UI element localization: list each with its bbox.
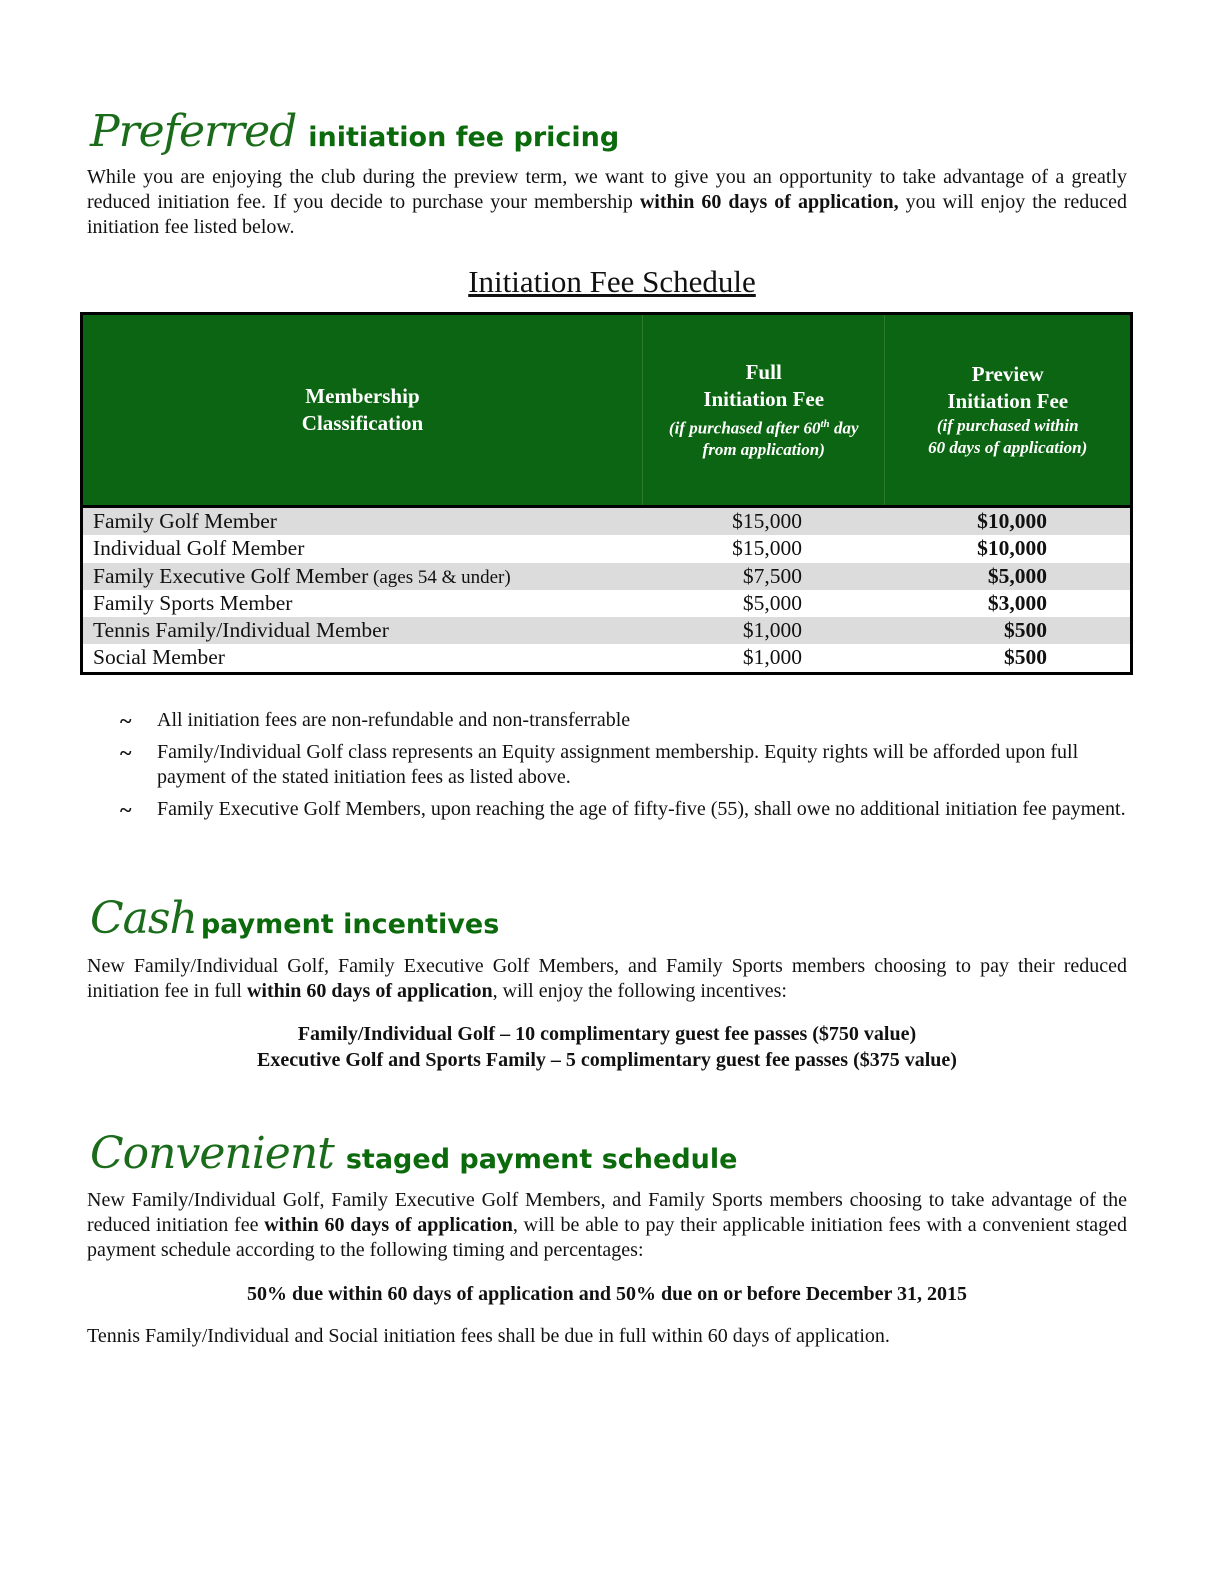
membership-name-text: Individual Golf Member: [93, 536, 305, 561]
full-fee: $15,000: [732, 509, 802, 533]
preview-fee: $10,000: [977, 509, 1047, 533]
full-fee: $1,000: [742, 618, 802, 643]
preferred-heading-text: initiation fee pricing: [308, 122, 620, 153]
header-col2-note1: [669, 413, 859, 440]
convenient-heading-text: staged payment schedule: [345, 1144, 738, 1175]
full-fee: $1,000: [742, 645, 802, 670]
staged-payment-line: 50% due within 60 days of application and 50% due on or before December 31, 2015: [246, 1283, 968, 1305]
header-col2-line1: Full: [745, 359, 782, 384]
cash-script-word: Cash: [90, 893, 197, 944]
membership-name-suffix: (ages 54 & under): [368, 566, 511, 588]
cash-para-text-b: , will enjoy the following incentives:: [492, 980, 787, 1002]
table-row: [83, 617, 1130, 644]
convenient-heading: [90, 1128, 737, 1179]
membership-name: [83, 590, 643, 617]
convenient-para-text-b: , will be able to pay their applicable initiation fees with a convenient staged payment schedule according to the following timing and percentages:: [87, 1214, 1128, 1261]
preferred-heading: [90, 106, 619, 157]
note-text: All initiation fees are non-refundable and non-transferrable: [157, 709, 631, 731]
table-row: [83, 535, 1130, 562]
table-row: [83, 590, 1130, 617]
preview-fee: $10,000: [977, 536, 1047, 561]
membership-name: [83, 535, 643, 562]
header-col3-note1: (if purchased within: [936, 416, 1079, 435]
header-col2-note2: from application): [702, 440, 825, 460]
cash-incentive-1: Family/Individual Golf – 10 complimentary guest fee passes ($750 value): [297, 1023, 917, 1045]
cash-para-text-a: New Family/Individual Golf, Family Executive Golf Members, and Family Sports members choosing to pay their reduced initiation fee in full: [87, 955, 1127, 1002]
header-col2-note1-sup: th: [820, 417, 830, 430]
initiation-fee-table: [80, 312, 1133, 675]
cash-paragraph: [87, 954, 1127, 1004]
preferred-para-text-b: you will enjoy the reduced initiation fee listed below.: [87, 191, 1127, 238]
preferred-para-text-a: While you are enjoying the club during the preview term, we want to give you an opportunity to take advantage of a greatly reduced initiation fee. If you decide to purchase your membership: [87, 166, 1127, 213]
header-col1-line1: Membership: [305, 384, 420, 408]
header-col3-note2: 60 days of application): [928, 438, 1088, 457]
header-col3-line2: Initiation Fee: [947, 389, 1069, 413]
tilde-bullet-icon: ~: [120, 740, 132, 765]
cash-heading-text: payment incentives: [200, 909, 500, 940]
membership-name: [83, 617, 643, 644]
header-preview-initiation-fee: [884, 315, 1130, 505]
preferred-para-bold: within 60 days of application,: [639, 191, 899, 213]
list-item: [120, 797, 1130, 822]
header-membership-classification: [83, 315, 642, 505]
header-col1-line2: Classification: [301, 411, 424, 435]
cash-para-bold: within 60 days of application: [246, 980, 493, 1002]
membership-name-text: Family Executive Golf Member: [93, 563, 369, 588]
preferred-paragraph: [87, 165, 1127, 240]
header-col3-line1: Preview: [971, 362, 1044, 386]
table-row: [83, 563, 1130, 590]
convenient-script-word: Convenient: [90, 1128, 334, 1179]
cash-incentive-2: Executive Golf and Sports Family – 5 complimentary guest fee passes ($375 value): [257, 1049, 957, 1071]
membership-name-text: Social Member: [93, 645, 225, 670]
preview-fee: $500: [1004, 645, 1047, 670]
full-fee: $5,000: [742, 590, 802, 615]
convenient-paragraph: [87, 1188, 1127, 1263]
preview-fee: $3,000: [987, 590, 1047, 615]
cash-heading: [90, 893, 499, 944]
tilde-bullet-icon: ~: [120, 708, 132, 733]
note-text: Family Executive Golf Members, upon reaching the age of fifty-five (55), shall owe no additional initiation fee payment.: [157, 798, 1126, 820]
tilde-bullet-icon: ~: [120, 797, 132, 822]
note-text: Family/Individual Golf class represents an Equity assignment membership. Equity rights will be afforded upon full payment of the stated initiation fees as listed above.: [157, 741, 1079, 788]
preview-fee: $500: [1004, 618, 1047, 643]
membership-name-text: Tennis Family/Individual Member: [93, 618, 389, 643]
table-row: [83, 508, 1130, 535]
membership-name: [83, 563, 643, 590]
membership-name: [83, 644, 643, 671]
preview-fee: $5,000: [987, 563, 1047, 588]
membership-name-text: Family Golf Member: [93, 509, 277, 533]
list-item: [120, 708, 1130, 733]
fee-notes-list: [120, 708, 1130, 829]
table-row: [83, 644, 1130, 671]
header-full-initiation-fee: [642, 315, 885, 505]
membership-name-text: Family Sports Member: [93, 590, 293, 615]
preferred-script-word: Preferred: [90, 106, 297, 157]
full-fee: $15,000: [732, 536, 802, 561]
full-fee: $7,500: [742, 563, 802, 588]
header-col2-line2: Initiation Fee: [703, 386, 825, 411]
convenient-para-bold: within 60 days of application: [264, 1214, 513, 1236]
list-item: [120, 740, 1130, 790]
header-col2-note1-pre: (if purchased after 60: [668, 418, 821, 438]
convenient-para-text-a: New Family/Individual Golf, Family Executive Golf Members, and Family Sports members choosing to take advantage of the reduced initiation fee: [87, 1189, 1127, 1236]
schedule-title: Initiation Fee Schedule: [468, 264, 756, 299]
membership-name: [83, 508, 643, 535]
closing-paragraph: Tennis Family/Individual and Social initiation fees shall be due in full within 60 days of application.: [87, 1325, 890, 1347]
header-col2-note1-post: day: [829, 418, 859, 438]
table-header: [83, 315, 1130, 508]
